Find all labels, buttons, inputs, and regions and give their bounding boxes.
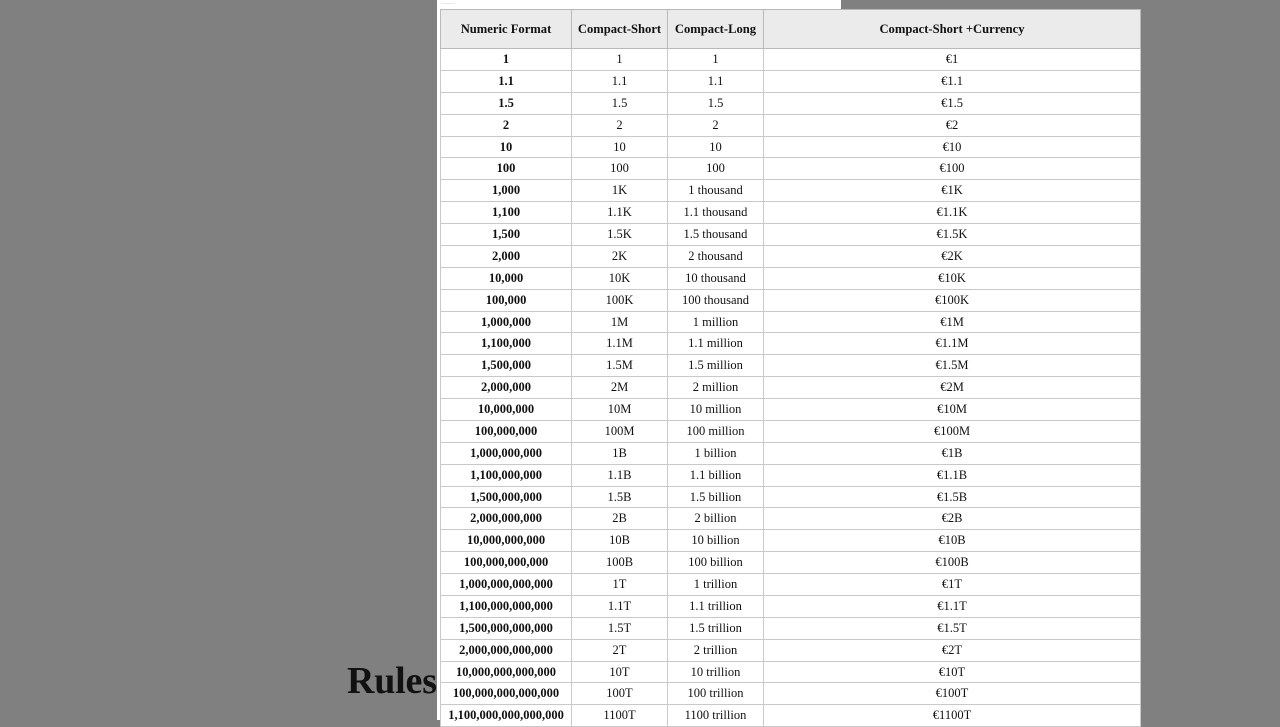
table-row <box>441 508 1141 530</box>
column-header-compact-long: Compact-Long <box>668 10 764 49</box>
cell-compact-short-currency: €10K <box>764 267 1141 289</box>
cell-compact-short-currency: €10B <box>764 530 1141 552</box>
cell-compact-short: 1 <box>572 49 668 71</box>
table-row <box>441 399 1141 421</box>
cell-compact-short: 2K <box>572 245 668 267</box>
cell-numeric: 100,000 <box>441 289 572 311</box>
cell-compact-short-currency: €100B <box>764 552 1141 574</box>
cell-compact-long: 100 thousand <box>668 289 764 311</box>
column-header-numeric-format: Numeric Format <box>441 10 572 49</box>
cell-compact-long: 10 billion <box>668 530 764 552</box>
cell-numeric: 2,000,000,000,000 <box>441 639 572 661</box>
cell-compact-long: 10 thousand <box>668 267 764 289</box>
table-row <box>441 574 1141 596</box>
cell-compact-short-currency: €2K <box>764 245 1141 267</box>
cell-compact-short-currency: €1.5 <box>764 92 1141 114</box>
cell-compact-short: 1.1 <box>572 70 668 92</box>
cell-numeric: 10 <box>441 136 572 158</box>
cell-numeric: 1,500,000,000,000 <box>441 617 572 639</box>
cell-compact-short: 1M <box>572 311 668 333</box>
cell-compact-short-currency: €2B <box>764 508 1141 530</box>
cell-numeric: 1,500 <box>441 224 572 246</box>
cell-numeric: 2,000,000,000 <box>441 508 572 530</box>
cell-compact-short-currency: €1.5M <box>764 355 1141 377</box>
cell-compact-short-currency: €1 <box>764 49 1141 71</box>
table-row <box>441 530 1141 552</box>
cell-compact-short-currency: €1.1K <box>764 202 1141 224</box>
cell-compact-long: 10 <box>668 136 764 158</box>
cell-compact-short: 1100T <box>572 705 668 727</box>
cell-numeric: 1,100,000,000,000 <box>441 595 572 617</box>
table-row <box>441 683 1141 705</box>
cell-numeric: 100,000,000,000,000 <box>441 683 572 705</box>
cell-compact-short-currency: €100M <box>764 420 1141 442</box>
cell-compact-long: 1 million <box>668 311 764 333</box>
cell-numeric: 1,100,000,000,000,000 <box>441 705 572 727</box>
cell-compact-short: 1.1T <box>572 595 668 617</box>
cell-compact-short: 1.5B <box>572 486 668 508</box>
cell-compact-short: 10 <box>572 136 668 158</box>
numeric-format-table-container <box>440 9 1140 727</box>
table-row <box>441 180 1141 202</box>
cell-numeric: 1,000 <box>441 180 572 202</box>
cell-compact-long: 2 <box>668 114 764 136</box>
cell-compact-short-currency: €1M <box>764 311 1141 333</box>
cell-compact-short-currency: €2 <box>764 114 1141 136</box>
cell-compact-long: 100 trillion <box>668 683 764 705</box>
cell-compact-short: 100B <box>572 552 668 574</box>
cell-compact-long: 1100 trillion <box>668 705 764 727</box>
table-row <box>441 705 1141 727</box>
cell-numeric: 1,100 <box>441 202 572 224</box>
cell-compact-long: 2 million <box>668 377 764 399</box>
cell-compact-short-currency: €100 <box>764 158 1141 180</box>
cell-compact-short: 2M <box>572 377 668 399</box>
cell-numeric: 10,000,000 <box>441 399 572 421</box>
table-row <box>441 136 1141 158</box>
cell-compact-long: 1 <box>668 49 764 71</box>
table-row <box>441 486 1141 508</box>
cell-compact-long: 1 trillion <box>668 574 764 596</box>
cell-compact-short-currency: €1.5T <box>764 617 1141 639</box>
cell-numeric: 1.5 <box>441 92 572 114</box>
cell-numeric: 100 <box>441 158 572 180</box>
numeric-format-table <box>440 9 1141 727</box>
cell-compact-short: 2B <box>572 508 668 530</box>
cell-compact-short: 1.5K <box>572 224 668 246</box>
cell-compact-short: 100 <box>572 158 668 180</box>
cell-numeric: 1,500,000,000 <box>441 486 572 508</box>
cell-compact-short-currency: €1.1 <box>764 70 1141 92</box>
cell-compact-short: 10T <box>572 661 668 683</box>
cell-compact-short: 1B <box>572 442 668 464</box>
cell-compact-short: 2T <box>572 639 668 661</box>
cell-compact-short-currency: €1.5K <box>764 224 1141 246</box>
cell-compact-short-currency: €10T <box>764 661 1141 683</box>
cell-numeric: 100,000,000 <box>441 420 572 442</box>
cell-numeric: 1,500,000 <box>441 355 572 377</box>
cell-compact-long: 1.1 <box>668 70 764 92</box>
table-row <box>441 639 1141 661</box>
cell-numeric: 1.1 <box>441 70 572 92</box>
cell-compact-short-currency: €2T <box>764 639 1141 661</box>
cell-compact-long: 1.1 trillion <box>668 595 764 617</box>
cell-numeric: 2,000,000 <box>441 377 572 399</box>
cell-compact-long: 2 billion <box>668 508 764 530</box>
table-row <box>441 617 1141 639</box>
cell-compact-short: 10K <box>572 267 668 289</box>
cell-compact-long: 100 <box>668 158 764 180</box>
cell-compact-short: 1.5M <box>572 355 668 377</box>
cell-compact-long: 10 trillion <box>668 661 764 683</box>
cell-compact-short: 1.1B <box>572 464 668 486</box>
cell-compact-long: 1.5 million <box>668 355 764 377</box>
cell-compact-long: 1.1 thousand <box>668 202 764 224</box>
cell-compact-short: 1.1M <box>572 333 668 355</box>
cell-numeric: 2,000 <box>441 245 572 267</box>
table-row <box>441 442 1141 464</box>
clipped-content-sliver <box>441 0 455 4</box>
cell-compact-short: 100T <box>572 683 668 705</box>
cell-compact-short-currency: €2M <box>764 377 1141 399</box>
cell-numeric: 1,100,000 <box>441 333 572 355</box>
cell-compact-short-currency: €1.5B <box>764 486 1141 508</box>
table-row <box>441 311 1141 333</box>
table-row <box>441 70 1141 92</box>
cell-compact-short-currency: €1.1B <box>764 464 1141 486</box>
table-row <box>441 267 1141 289</box>
cell-compact-short-currency: €10M <box>764 399 1141 421</box>
cell-compact-long: 1.1 billion <box>668 464 764 486</box>
table-row <box>441 420 1141 442</box>
cell-compact-long: 1.5 billion <box>668 486 764 508</box>
cell-compact-short-currency: €10 <box>764 136 1141 158</box>
column-header-compact-short-currency: Compact-Short +Currency <box>764 10 1141 49</box>
cell-numeric: 1,000,000,000 <box>441 442 572 464</box>
column-header-compact-short: Compact-Short <box>572 10 668 49</box>
table-row <box>441 289 1141 311</box>
cell-numeric: 1,000,000 <box>441 311 572 333</box>
table-header-row <box>441 10 1141 49</box>
table-row <box>441 92 1141 114</box>
page-section-heading: Rules <box>347 660 437 702</box>
cell-compact-long: 1.5 trillion <box>668 617 764 639</box>
table-row <box>441 661 1141 683</box>
cell-compact-short-currency: €1.1T <box>764 595 1141 617</box>
cell-compact-short: 1T <box>572 574 668 596</box>
table-header <box>441 10 1141 49</box>
table-row <box>441 333 1141 355</box>
cell-compact-long: 2 thousand <box>668 245 764 267</box>
cell-compact-short-currency: €1T <box>764 574 1141 596</box>
cell-compact-long: 100 million <box>668 420 764 442</box>
cell-compact-short-currency: €100K <box>764 289 1141 311</box>
cell-numeric: 1 <box>441 49 572 71</box>
cell-compact-short: 100K <box>572 289 668 311</box>
table-body <box>441 49 1141 727</box>
cell-numeric: 1,100,000,000 <box>441 464 572 486</box>
table-row <box>441 224 1141 246</box>
cell-compact-short: 2 <box>572 114 668 136</box>
cell-compact-short-currency: €1K <box>764 180 1141 202</box>
cell-compact-short: 10M <box>572 399 668 421</box>
cell-compact-short: 1K <box>572 180 668 202</box>
cell-numeric: 10,000,000,000 <box>441 530 572 552</box>
table-row <box>441 355 1141 377</box>
cell-compact-long: 1.1 million <box>668 333 764 355</box>
cell-compact-long: 2 trillion <box>668 639 764 661</box>
table-row <box>441 202 1141 224</box>
cell-compact-short: 1.5 <box>572 92 668 114</box>
cell-compact-long: 1.5 thousand <box>668 224 764 246</box>
document-page <box>347 0 1025 723</box>
cell-compact-short-currency: €1.1M <box>764 333 1141 355</box>
cell-compact-short: 1.1K <box>572 202 668 224</box>
cell-compact-short: 1.5T <box>572 617 668 639</box>
table-row <box>441 595 1141 617</box>
cell-compact-long: 1 billion <box>668 442 764 464</box>
cell-compact-long: 1.5 <box>668 92 764 114</box>
cell-numeric: 100,000,000,000 <box>441 552 572 574</box>
cell-compact-long: 100 billion <box>668 552 764 574</box>
cell-compact-long: 10 million <box>668 399 764 421</box>
cell-numeric: 1,000,000,000,000 <box>441 574 572 596</box>
cell-compact-short-currency: €1100T <box>764 705 1141 727</box>
cell-numeric: 10,000 <box>441 267 572 289</box>
table-row <box>441 114 1141 136</box>
table-row <box>441 245 1141 267</box>
cell-numeric: 10,000,000,000,000 <box>441 661 572 683</box>
cell-compact-short-currency: €100T <box>764 683 1141 705</box>
cell-compact-long: 1 thousand <box>668 180 764 202</box>
cell-compact-short: 100M <box>572 420 668 442</box>
table-row <box>441 552 1141 574</box>
cell-compact-short: 10B <box>572 530 668 552</box>
cell-numeric: 2 <box>441 114 572 136</box>
cell-compact-short-currency: €1B <box>764 442 1141 464</box>
table-row <box>441 377 1141 399</box>
table-row <box>441 464 1141 486</box>
table-row <box>441 49 1141 71</box>
table-row <box>441 158 1141 180</box>
